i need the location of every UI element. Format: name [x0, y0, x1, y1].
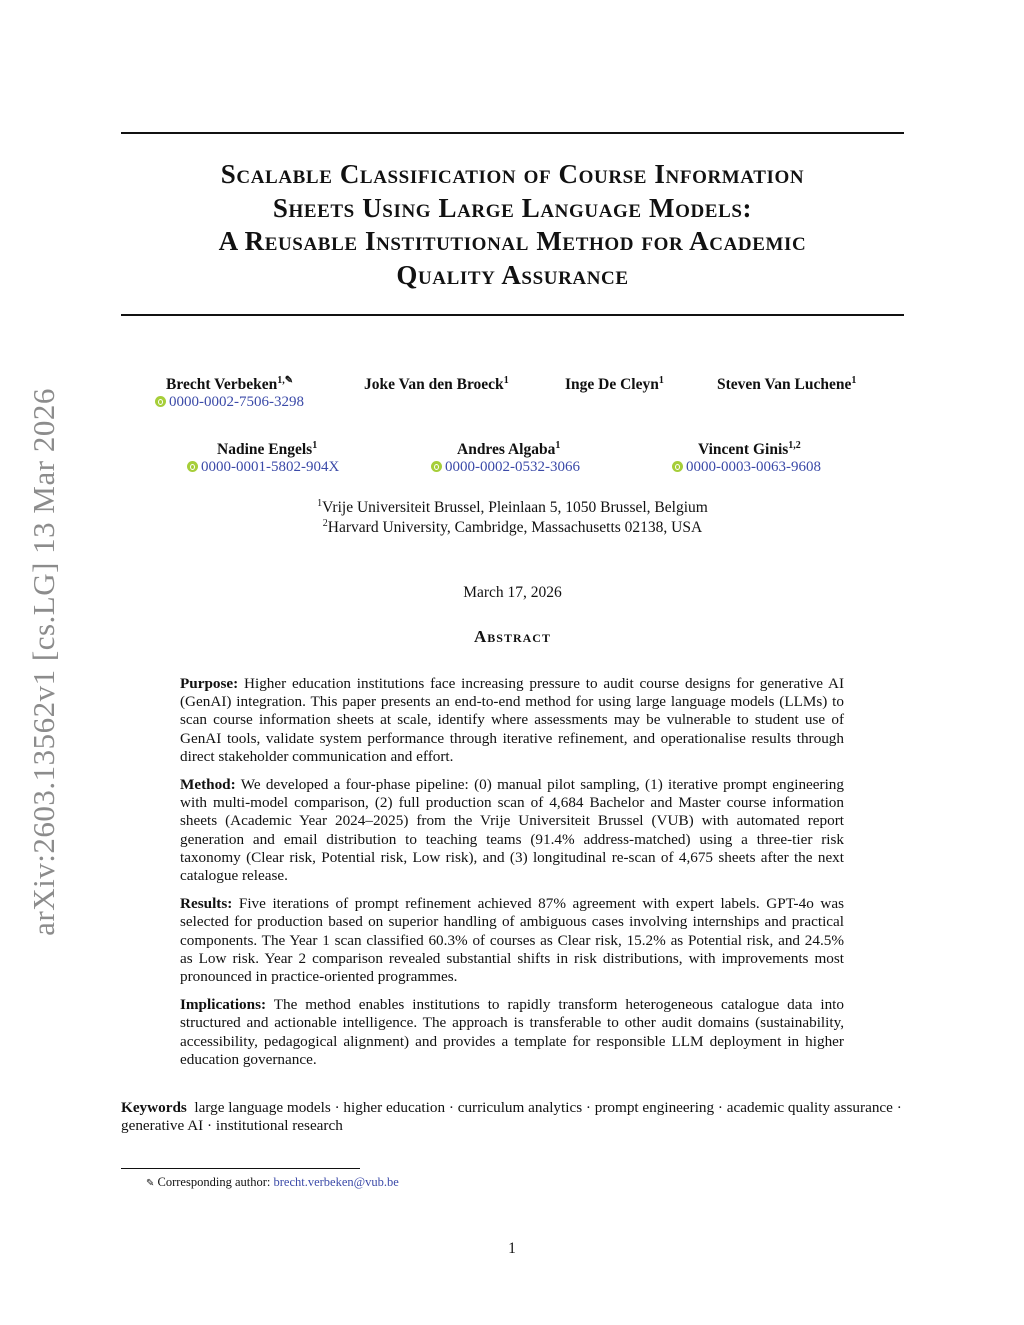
author-brecht-verbeken [166, 375, 293, 394]
author-name: Vincent Ginis [698, 441, 789, 459]
keywords [121, 1099, 906, 1136]
author-affiliation-mark: 1,2 [788, 440, 801, 451]
author-affiliation-mark: 1, [277, 375, 285, 386]
abstract-paragraph-purpose [180, 675, 844, 766]
author-affiliation-mark: 1 [503, 375, 509, 386]
paragraph-label: Purpose: [180, 675, 239, 692]
keywords-label: Keywords [121, 1099, 187, 1116]
title-line: Scalable Classification of Course Information [220, 159, 805, 189]
author-joke-van-den-broeck [364, 375, 509, 394]
affiliation-text: Harvard University, Cambridge, Massachusetts 02138, USA [327, 519, 703, 537]
pen-icon: ✎ [146, 1178, 155, 1189]
orcid-icon [672, 461, 683, 472]
title-bottom-rule [121, 314, 904, 316]
paragraph-text: We developed a four-phase pipeline: (0) manual pilot sampling, (1) iterative prompt engineering with multi-model comparison, (2) full production scan of 4,684 Bachelor and Master course information sheets (Academic Year 2024–2025) from the Vrije Universiteit Brussel (VUB) with automated report generation and email distribution to teaching teams (91.4% address-matched) using a three-tier risk taxonomy (Clear risk, Potential risk, Low risk), and (3) longitudinal re-scan of 4,675 sheets after the next catalogue release. [180, 776, 844, 885]
page-number: 1 [508, 1240, 516, 1257]
author-steven-van-luchene [717, 375, 856, 394]
author-vincent-ginis [698, 440, 801, 459]
abstract-body [180, 675, 844, 1079]
author-affiliation-mark: 1 [555, 440, 561, 451]
affiliation-mark: 1 [317, 498, 323, 509]
affiliation-2 [121, 518, 904, 537]
abstract-paragraph-results [180, 895, 844, 986]
orcid-id: 0000-0002-7506-3298 [169, 394, 304, 410]
orcid-id: 0000-0002-0532-3066 [445, 459, 580, 475]
affiliation-text: Vrije Universiteit Brussel, Pleinlaan 5, 1050 Brussel, Belgium [322, 499, 708, 517]
paragraph-label: Results: [180, 895, 233, 913]
abstract-paragraph-implications [180, 996, 844, 1069]
author-affiliation-mark: 1 [312, 440, 318, 451]
affiliation-1 [121, 498, 904, 517]
author-inge-de-cleyn [565, 375, 664, 394]
author-name: Nadine Engels [217, 441, 313, 459]
orcid-icon [431, 461, 442, 472]
pen-icon: ✎ [284, 375, 294, 386]
orcid-icon [155, 396, 166, 407]
affiliation-mark: 2 [322, 518, 328, 529]
paragraph-text: Higher education institutions face increasing pressure to audit course designs for generative AI (GenAI) integration. This paper presents an end-to-end method for using large language models (LLMs) to scan course information sheets at scale, identify where assessments may be vulnerable to student use of GenAI tools, validate system performance through iterative refinement, and operationalise results through direct stakeholder communication and effort. [180, 675, 845, 765]
author-name: Inge De Cleyn [565, 376, 659, 394]
title-line: A Reusable Institutional Method for Academic [218, 226, 807, 256]
publication-date: March 17, 2026 [463, 584, 562, 601]
paragraph-text: The method enables institutions to rapidly transform heterogeneous catalogue data into structured and actionable intelligence. The approach is transferable to other audit domains (sustainability, accessibility, pedagogical alignment) and provides a template for responsible LLM deployment in higher education governance. [180, 996, 844, 1068]
orcid-link-algaba[interactable] [431, 459, 580, 476]
footnote-text: Corresponding author: [157, 1175, 271, 1189]
orcid-link-engels[interactable] [187, 459, 339, 476]
author-affiliation-mark: 1 [851, 375, 857, 386]
paragraph-label: Method: [180, 776, 236, 794]
paragraph-label: Implications: [180, 996, 267, 1014]
abstract-paragraph-method [180, 776, 844, 885]
author-andres-algaba [457, 440, 560, 459]
author-name: Andres Algaba [457, 441, 556, 459]
author-nadine-engels [217, 440, 317, 459]
orcid-id: 0000-0001-5802-904X [201, 459, 340, 475]
orcid-link-verbeken[interactable] [155, 394, 304, 411]
title-top-rule [121, 132, 904, 134]
corresponding-email-link[interactable]: brecht.verbeken@vub.be [273, 1175, 399, 1189]
abstract-heading: Abstract [474, 627, 551, 646]
arxiv-identifier: arXiv:2603.13562v1 [cs.LG] 13 Mar 2026 [26, 388, 61, 936]
orcid-icon [187, 461, 198, 472]
keywords-text: large language models · higher education · curriculum analytics · prompt engineering · academic quality assurance · generative AI · institutional research [121, 1099, 902, 1135]
title-line: Quality Assurance [396, 259, 629, 290]
author-affiliation-mark: 1 [658, 375, 664, 386]
paper-title [121, 158, 904, 292]
author-name: Steven Van Luchene [717, 376, 852, 394]
author-name: Brecht Verbeken [166, 376, 278, 394]
footnote-rule [121, 1168, 360, 1169]
author-name: Joke Van den Broeck [364, 376, 504, 394]
paragraph-text: Five iterations of prompt refinement achieved 87% agreement with expert labels. GPT-4o was selected for production based on superior handling of ambiguous cases involving internships and practical components. The Year 1 scan classified 60.3% of courses as Clear risk, 15.2% as Potential risk, and 24.5% as Low risk. Year 2 comparison revealed substantial shifts in risk distributions, with improvements most pronounced in practice-oriented programmes. [180, 895, 844, 986]
footnote [146, 1175, 399, 1190]
orcid-link-ginis[interactable] [672, 459, 821, 476]
orcid-id: 0000-0003-0063-9608 [686, 459, 821, 475]
title-line: Sheets Using Large Language Models: [272, 192, 753, 223]
